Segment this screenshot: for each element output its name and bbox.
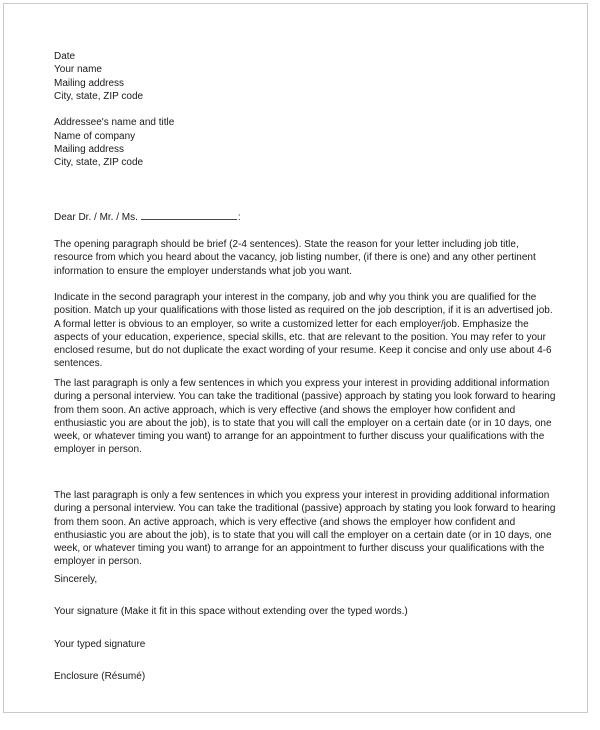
letter-page [3,3,588,713]
body-paragraph-1: The opening paragraph should be brief (2-4 sentences). State the reason for your letter including job title, resource from which you heard about the vacancy, job listing number, (if there is one) and any other pertinent information to ensure the employer understands what job you want. [54,239,536,277]
enclosure-note: Enclosure (Résumé) [54,670,146,682]
body-paragraph-3: The last paragraph is only a few sentences in which you express your interest in providing additional information during a personal interview. You can take the traditional (passive) approach by stating you look forward to hearing from them soon. An active approach, which is very effective (and shows the employer how confident and enthusiastic you are about the job), is to state that you will call the employer on a certain date (or in 10 days, one week, or whatever timing you want) to arrange for an appointment to further discuss your qualifications with the employer in person. [54,378,556,456]
signature-note: Your signature (Make it fit in this space without extending over the typed words.) [54,606,408,618]
body-paragraph-4: The last paragraph is only a few sentences in which you express your interest in providing additional information during a personal interview. You can take the traditional (passive) approach by stating you look forward to hearing from them soon. An active approach, which is very effective (and shows the employer how confident and enthusiastic you are about the job), is to state that you will call the employer on a certain date (or in 10 days, one week, or whatever timing you want) to arrange for an appointment to further discuss your qualifications with the employer in person. [54,490,556,568]
salutation-prefix: Dear Dr. / Mr. / Ms. [54,212,138,223]
sender-address-block: Date Your name Mailing address City, state, ZIP code [54,51,144,102]
typed-signature: Your typed signature [54,638,146,650]
salutation-suffix: : [237,212,241,223]
valediction: Sincerely, [54,574,98,585]
recipient-address-block: Addressee's name and title Name of company Mailing address City, state, ZIP code [54,117,175,169]
body-paragraph-2: Indicate in the second paragraph your interest in the company, job and why you think you are qualified for the position. Match up your qualifications with those listed as required on the job description, if it is an advertised job. A formal letter is obvious to an employer, so write a customized letter for each employer/job. Emphasize the aspects of your education, experience, special skills, etc. that are relevant to the position. You may refer to your enclosed resume, but do not duplicate the exact wording of your resume. Keep it concise and only use about 4-6 sentences. [54,292,553,370]
salutation-line [54,211,241,224]
closing-block [54,573,556,683]
salutation-blank-rule [141,211,237,220]
letter-body [54,50,556,682]
